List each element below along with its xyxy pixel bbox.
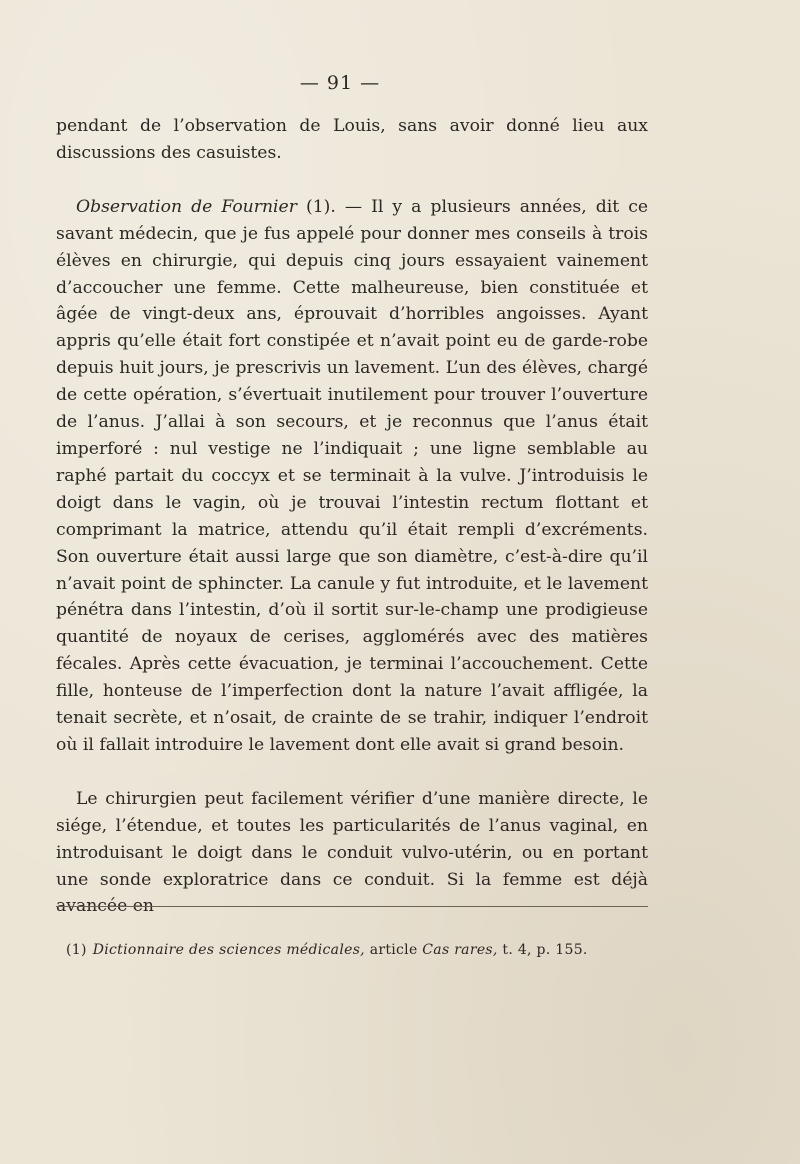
observation-text: Il y a plusieurs années, dit ce savant médecin, que je fus appelé pour donner mes conseils à trois élèves en chirurgie, qui depuis cinq jours essayaient vainement d’accoucher une femme. Cette malheureuse, bien constituée et âgée de vingt-deux ans, éprouvait d’horribles angoisses. Ayant appris qu’elle était fort constipée et n’avait point eu de garde-robe depuis huit jours, je prescrivis un lavement. L’un des élèves, chargé de cette opération, s’évertuait inutilement pour trouver l’ouverture de l’anus. J’allai à son secours, et je reconnus que l’anus était imperforé : nul vestige ne l’indiquait ; une ligne semblable au raphé partait du coccyx et se terminait à la vulve. J’introduisis le doigt dans le vagin, où je trouvai l’intestin rectum flottant et comprimant la matrice, attendu qu’il était rempli d’excréments. Son ouverture était aussi large que son diamètre, c’est-à-dire qu’il n’avait point de sphincter. La canule y fut introduite, et le lavement pénétra dans l’intestin, d’où il sortit sur-le-champ une prodigieuse quantité de noyaux de cerises, agglomérés avec des matières fécales. Après cette évacuation, je terminai l’accouchement. Cette fille, honteuse de l’imperfection dont la nature l’avait affligée, la tenait secrète, et n’osait, de crainte de se trahir, indiquer l’endroit où il fallait introduire le lavement dont elle avait si grand besoin.	[56, 196, 649, 755]
footnote-reference: (1). —	[296, 196, 372, 217]
footnote-volume: t. 4, p. 155.	[497, 942, 588, 958]
paragraph-gap	[56, 759, 648, 786]
footnote-article: Cas rares,	[422, 942, 498, 958]
paragraph-gap	[56, 167, 648, 194]
paragraph-observation	[56, 194, 648, 759]
footnote-source: Dictionnaire des sciences médicales,	[92, 942, 365, 958]
footnote-mark: (1)	[66, 942, 87, 958]
paragraph-chirurgien: Le chirurgien peut facilement vérifier d’une manière directe, le siége, l’étendue, et toutes les particularités de l’anus vaginal, en introduisant le doigt dans le conduit vulvo-utérin, ou en portant une sonde exploratrice dans ce conduit. Si la femme est déjà avancée en	[56, 788, 648, 917]
footnote	[66, 940, 666, 960]
observation-title: Observation de Fournier	[76, 196, 297, 217]
page-number: — 91 —	[299, 72, 381, 94]
paragraph-continuation: pendant de l’observation de Louis, sans avoir donné lieu aux discussions des casuistes.	[56, 116, 648, 163]
footnote-divider	[56, 906, 648, 907]
body-text	[56, 113, 648, 920]
footnote-article-prefix: article	[364, 942, 423, 958]
